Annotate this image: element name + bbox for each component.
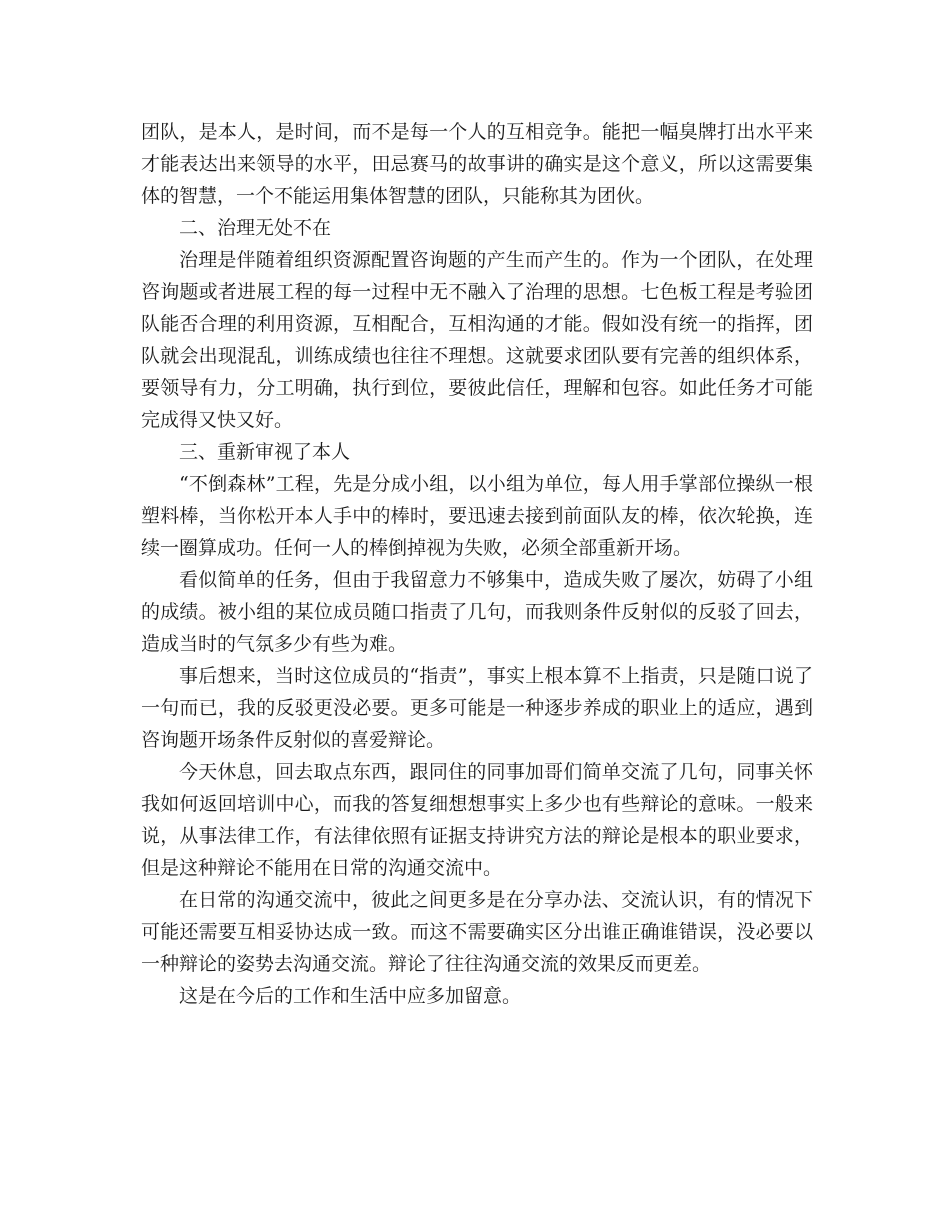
section-heading-3: 三、重新审视了本人 — [179, 441, 351, 463]
paragraph-communication: 在日常的沟通交流中，彼此之间更多是在分享办法、交流认识，有的情况下可能还需要互相妥协达成一致。而这不需要确实区分出谁正确谁错误，没必要以一种辩论的姿势去沟通交流。辩论了往往沟通交流的效果反而更差。 — [141, 889, 813, 975]
document-body — [141, 116, 813, 1012]
paragraph-continuation: 团队，是本人，是时间，而不是每一个人的互相竞争。能把一幅臭牌打出水平来才能表达出来领导的水平，田忌赛马的故事讲的确实是这个意义，所以这需要集体的智慧，一个不能运用集体智慧的团队，只能称其为团伙。 — [141, 121, 813, 207]
paragraph-failure: 看似简单的任务，但由于我留意力不够集中，造成失败了屡次，妨碍了小组的成绩。被小组的某位成员随口指责了几句，而我则条件反射似的反驳了回去，造成当时的气氛多少有些为难。 — [141, 569, 813, 655]
paragraph-forest-game: “不倒森林”工程，先是分成小组，以小组为单位，每人用手掌部位操纵一根塑料棒，当你松开本人手中的棒时，要迅速去接到前面队友的棒，依次轮换，连续一圈算成功。任何一人的棒倒掉视为失败，必须全部重新开场。 — [141, 473, 813, 559]
paragraph-management: 治理是伴随着组织资源配置咨询题的产生而产生的。作为一个团队，在处理咨询题或者进展工程的每一过程中无不融入了治理的思想。七色板工程是考验团队能否合理的利用资源，互相配合，互相沟通的才能。假如没有统一的指挥，团队就会出现混乱，训练成绩也往往不理想。这就要求团队要有完善的组织体系，要领导有力，分工明确，执行到位，要彼此信任，理解和包容。如此任务才可能完成得又快又好。 — [141, 249, 813, 431]
section-heading-2: 二、治理无处不在 — [179, 217, 332, 239]
paragraph-reflection: 事后想来，当时这位成员的“指责”，事实上根本算不上指责，只是随口说了一句而已，我的反驳更没必要。更多可能是一种逐步养成的职业上的适应，遇到咨询题开场条件反射似的喜爱辩论。 — [141, 665, 813, 751]
paragraph-conclusion: 这是在今后的工作和生活中应多加留意。 — [179, 985, 522, 1007]
paragraph-today: 今天休息，回去取点东西，跟同住的同事加哥们简单交流了几句，同事关怀我如何返回培训中心，而我的答复细想想事实上多少也有些辩论的意味。一般来说，从事法律工作，有法律依照有证据支持讲究方法的辩论是根本的职业要求，但是这种辩论不能用在日常的沟通交流中。 — [141, 761, 813, 879]
